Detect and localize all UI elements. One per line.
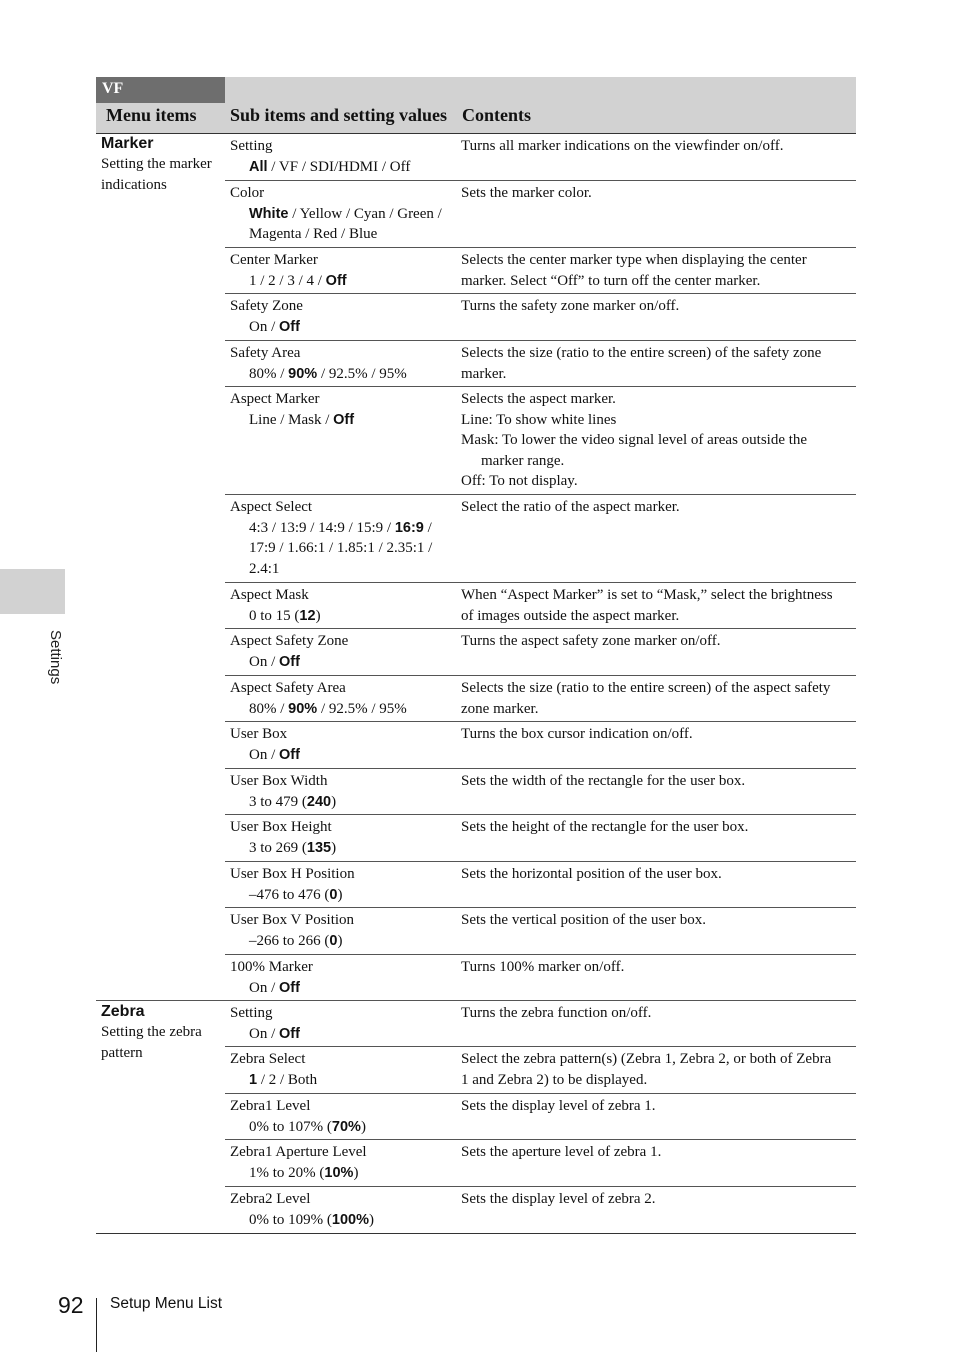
default-value: All (249, 158, 268, 175)
default-value: 100% (331, 1211, 369, 1228)
sub-item-name: User Box Height (230, 819, 332, 835)
setting-values-line (230, 317, 457, 338)
section-tag: VF (96, 77, 225, 103)
setting-values-line (230, 792, 457, 813)
sub-item-name: Aspect Mask (230, 587, 309, 603)
contents-line: Sets the display level of zebra 1. (461, 1098, 656, 1114)
contents-line: Turns 100% marker on/off. (461, 959, 625, 975)
contents-cell (457, 955, 856, 1000)
setting-value-text: 1% to 20% ( (249, 1164, 325, 1181)
table-row (225, 769, 856, 815)
sub-item-cell (225, 248, 457, 293)
table-row (225, 134, 856, 181)
default-value: 10% (324, 1164, 354, 1181)
sub-item-cell (225, 294, 457, 340)
default-value: 90% (288, 700, 318, 717)
sub-item-name: Aspect Safety Area (230, 680, 346, 696)
sub-item-cell (225, 1001, 457, 1046)
sub-item-cell (225, 583, 457, 628)
sub-item-name: User Box (230, 726, 288, 742)
sub-item-name: Aspect Select (230, 499, 313, 515)
table-row (225, 955, 856, 1001)
setting-values-line (230, 271, 457, 292)
contents-line: Sets the horizontal position of the user box. (461, 866, 722, 882)
setting-value-text: / VF / SDI/HDMI / Off (267, 158, 411, 175)
footer-title: Setup Menu List (110, 1295, 223, 1312)
default-value: 70% (331, 1118, 361, 1135)
contents-cell (457, 341, 856, 386)
group-description-line: pattern (101, 1044, 143, 1061)
sub-item-cell (225, 341, 457, 386)
table-row (225, 294, 856, 341)
sub-item-cell (225, 629, 457, 675)
contents-cell (457, 676, 856, 721)
group-divider (96, 1000, 225, 1001)
setting-value-text: –266 to 266 ( (249, 932, 330, 949)
setting-value-text: ) (331, 839, 337, 856)
contents-line: Selects the size (ratio to the entire screen) of the safety zone (461, 345, 822, 361)
setting-values-line (230, 652, 457, 673)
default-value: Off (333, 411, 355, 428)
default-value: Off (279, 318, 300, 335)
default-value: 0 (329, 932, 338, 949)
contents-line: Sets the display level of zebra 2. (461, 1191, 656, 1207)
setting-values-line (230, 518, 457, 539)
contents-line: Sets the width of the rectangle for the user box. (461, 773, 746, 789)
setting-values-line (230, 838, 457, 859)
table-row (225, 862, 856, 908)
table-row (225, 1001, 856, 1047)
setting-value-text: / 2 / Both (257, 1071, 318, 1088)
contents-line: zone marker. (461, 700, 539, 717)
contents-line: Sets the vertical position of the user box. (461, 912, 706, 928)
contents-cell (457, 815, 856, 861)
contents-line: Sets the height of the rectangle for the user box. (461, 819, 749, 835)
contents-cell (457, 583, 856, 628)
contents-line: When “Aspect Marker” is set to “Mask,” select the brightness (461, 587, 833, 603)
contents-cell (457, 134, 856, 180)
table-row (225, 676, 856, 722)
sub-item-cell (225, 676, 457, 721)
contents-line: Line: To show white lines (461, 411, 617, 428)
group-description-line: indications (101, 176, 167, 193)
side-tab (0, 569, 65, 614)
contents-cell (457, 181, 856, 247)
sub-item-name: Zebra1 Level (230, 1098, 311, 1114)
sub-item-name: Aspect Safety Zone (230, 633, 349, 649)
setting-values-line (230, 1163, 457, 1184)
contents-cell (457, 495, 856, 582)
sub-item-cell (225, 1047, 457, 1093)
default-value: Off (279, 979, 300, 996)
sub-item-name: Safety Area (230, 345, 301, 361)
group-name: Zebra (101, 1003, 145, 1020)
setting-values-line (230, 364, 457, 385)
contents-line: 1 and Zebra 2) to be displayed. (461, 1071, 648, 1088)
default-value: 16:9 (394, 519, 424, 536)
default-value: 240 (306, 793, 332, 810)
sub-item-name: Zebra1 Aperture Level (230, 1144, 367, 1160)
table-row (225, 583, 856, 629)
sub-item-cell (225, 955, 457, 1000)
group-description-line: Setting the zebra (101, 1024, 202, 1040)
sub-item-name: Zebra2 Level (230, 1191, 311, 1207)
setting-values-line (230, 157, 457, 178)
side-tab-label: Settings (47, 630, 64, 685)
contents-line: marker. (461, 365, 507, 382)
setting-value-text: / 92.5% / 95% (317, 365, 407, 382)
sub-item-name: Setting (230, 138, 273, 154)
setting-value-text: –476 to 476 ( (249, 886, 330, 903)
contents-line: Select the zebra pattern(s) (Zebra 1, Zebra 2, or both of Zebra (461, 1051, 832, 1067)
default-value: 12 (299, 607, 316, 624)
sub-item-cell (225, 495, 457, 582)
setting-values-line (230, 224, 457, 245)
setting-values-line (230, 559, 457, 580)
sub-item-name: Center Marker (230, 252, 318, 268)
setting-values-line (230, 538, 457, 559)
table-row (225, 908, 856, 955)
page-number: 92 (58, 1292, 84, 1318)
setting-value-text: Line / Mask / (249, 411, 334, 428)
default-value: White (249, 205, 289, 222)
footer-divider (96, 1298, 97, 1352)
sub-item-cell (225, 908, 457, 954)
table-bottom-rule (96, 1233, 856, 1234)
contents-line: Selects the aspect marker. (461, 391, 616, 407)
sub-item-name: User Box Width (230, 773, 328, 789)
contents-line: Turns the zebra function on/off. (461, 1005, 652, 1021)
table-row (225, 1187, 856, 1233)
default-value: 1 (249, 1071, 258, 1088)
table-row (225, 181, 856, 248)
table-row (225, 815, 856, 862)
contents-line: Selects the size (ratio to the entire screen) of the aspect safety (461, 680, 831, 696)
setting-values-line (230, 1024, 457, 1045)
setting-value-text: 0% to 107% ( (249, 1118, 332, 1135)
contents-line: of images outside the aspect marker. (461, 607, 680, 624)
column-header-contents: Contents (462, 105, 532, 125)
group-description-line: Setting the marker (101, 156, 212, 172)
default-value: Off (279, 1025, 300, 1042)
setting-value-text: 80% / (249, 700, 289, 717)
contents-line: Turns the box cursor indication on/off. (461, 726, 693, 742)
setting-value-text: Magenta / Red / Blue (249, 226, 378, 242)
sub-item-cell (225, 862, 457, 907)
setting-value-text: / (423, 519, 432, 536)
setting-values-line (230, 745, 457, 766)
setting-value-text: ) (337, 932, 343, 949)
contents-cell (457, 1094, 856, 1139)
table-row (225, 1047, 856, 1094)
contents-cell (457, 248, 856, 293)
column-header-menu-items: Menu items (106, 105, 197, 125)
setting-values-line (230, 1117, 457, 1138)
contents-line: Selects the center marker type when displaying the center (461, 252, 807, 268)
setting-value-text: 2.4:1 (249, 560, 280, 577)
table-row (225, 248, 856, 294)
setting-value-text: 1 / 2 / 3 / 4 / (249, 272, 326, 289)
contents-cell (457, 1187, 856, 1233)
table-row (225, 1094, 856, 1140)
sub-item-cell (225, 1140, 457, 1186)
sub-item-cell (225, 722, 457, 768)
contents-cell (457, 1001, 856, 1046)
setting-value-text: On / (249, 746, 279, 763)
sub-item-cell (225, 181, 457, 247)
setting-values-line (230, 1210, 457, 1231)
setting-value-text: 3 to 269 ( (249, 839, 307, 856)
setting-value-text: On / (249, 979, 279, 996)
sub-item-name: Zebra Select (230, 1051, 306, 1067)
setting-value-text: ) (360, 1118, 366, 1135)
table-row (225, 387, 856, 495)
table-row (225, 1140, 856, 1187)
setting-value-text: ) (331, 793, 337, 810)
contents-cell (457, 629, 856, 675)
contents-line: Off: To not display. (461, 473, 578, 489)
contents-cell (457, 387, 856, 494)
setting-values-line (230, 699, 457, 720)
table-row (225, 495, 856, 583)
default-value: 0 (329, 886, 338, 903)
contents-line: Turns all marker indications on the viewfinder on/off. (461, 138, 784, 154)
contents-line: Turns the aspect safety zone marker on/off. (461, 633, 721, 649)
setting-value-text: ) (337, 886, 343, 903)
table-row (225, 722, 856, 769)
sub-item-name: Color (230, 185, 265, 201)
group-marker (101, 134, 223, 195)
sub-item-cell (225, 815, 457, 861)
contents-line: Select the ratio of the aspect marker. (461, 499, 680, 515)
contents-cell (457, 294, 856, 340)
setting-value-text: On / (249, 318, 279, 335)
sub-item-cell (225, 1094, 457, 1139)
setting-value-text: On / (249, 653, 279, 670)
contents-cell (457, 722, 856, 768)
sub-item-cell (225, 1187, 457, 1233)
setting-values-line (230, 978, 457, 999)
settings-table-body (225, 134, 856, 1233)
setting-value-text: / 92.5% / 95% (317, 700, 407, 717)
default-value: Off (325, 272, 347, 289)
setting-value-text: 80% / (249, 365, 289, 382)
setting-value-text: 0% to 109% ( (249, 1211, 332, 1228)
setting-value-text: 3 to 479 ( (249, 793, 307, 810)
contents-line: marker. Select “Off” to turn off the center marker. (461, 272, 761, 289)
setting-values-line (230, 606, 457, 627)
contents-line: Turns the safety zone marker on/off. (461, 298, 680, 314)
table-row (225, 629, 856, 676)
setting-value-text: / Yellow / Cyan / Green / (288, 205, 442, 222)
sub-item-name: Setting (230, 1005, 273, 1021)
sub-item-name: Safety Zone (230, 298, 303, 314)
contents-cell (457, 1140, 856, 1186)
setting-values-line (230, 410, 457, 431)
setting-value-text: 0 to 15 ( (249, 607, 300, 624)
setting-values-line (230, 885, 457, 906)
default-value: Off (279, 746, 300, 763)
setting-value-text: ) (369, 1211, 374, 1228)
setting-value-text: On / (249, 1025, 279, 1042)
setting-value-text: ) (353, 1164, 359, 1181)
sub-item-name: User Box V Position (230, 912, 355, 928)
setting-value-text: 17:9 / 1.66:1 / 1.85:1 / 2.35:1 / (249, 540, 433, 556)
contents-line: Mask: To lower the video signal level of areas outside the (461, 432, 808, 448)
sub-item-name: User Box H Position (230, 866, 355, 882)
sub-item-name: 100% Marker (230, 959, 313, 975)
table-row (225, 341, 856, 387)
contents-line: Sets the aperture level of zebra 1. (461, 1144, 662, 1160)
contents-line: Sets the marker color. (461, 185, 592, 201)
sub-item-cell (225, 134, 457, 180)
setting-value-text: 4:3 / 13:9 / 14:9 / 15:9 / (249, 519, 395, 536)
sub-item-name: Aspect Marker (230, 391, 320, 407)
contents-cell (457, 862, 856, 907)
group-name: Marker (101, 135, 154, 152)
setting-value-text: ) (315, 607, 321, 624)
group-zebra (101, 1002, 223, 1063)
contents-line: marker range. (481, 452, 565, 469)
default-value: 135 (306, 839, 332, 856)
column-header-sub-items: Sub items and setting values (230, 105, 448, 125)
contents-cell (457, 769, 856, 814)
setting-values-line (230, 204, 457, 225)
setting-values-line (230, 1070, 457, 1091)
contents-cell (457, 1047, 856, 1093)
contents-cell (457, 908, 856, 954)
setting-values-line (230, 931, 457, 952)
default-value: 90% (288, 365, 318, 382)
default-value: Off (279, 653, 300, 670)
sub-item-cell (225, 387, 457, 494)
sub-item-cell (225, 769, 457, 814)
